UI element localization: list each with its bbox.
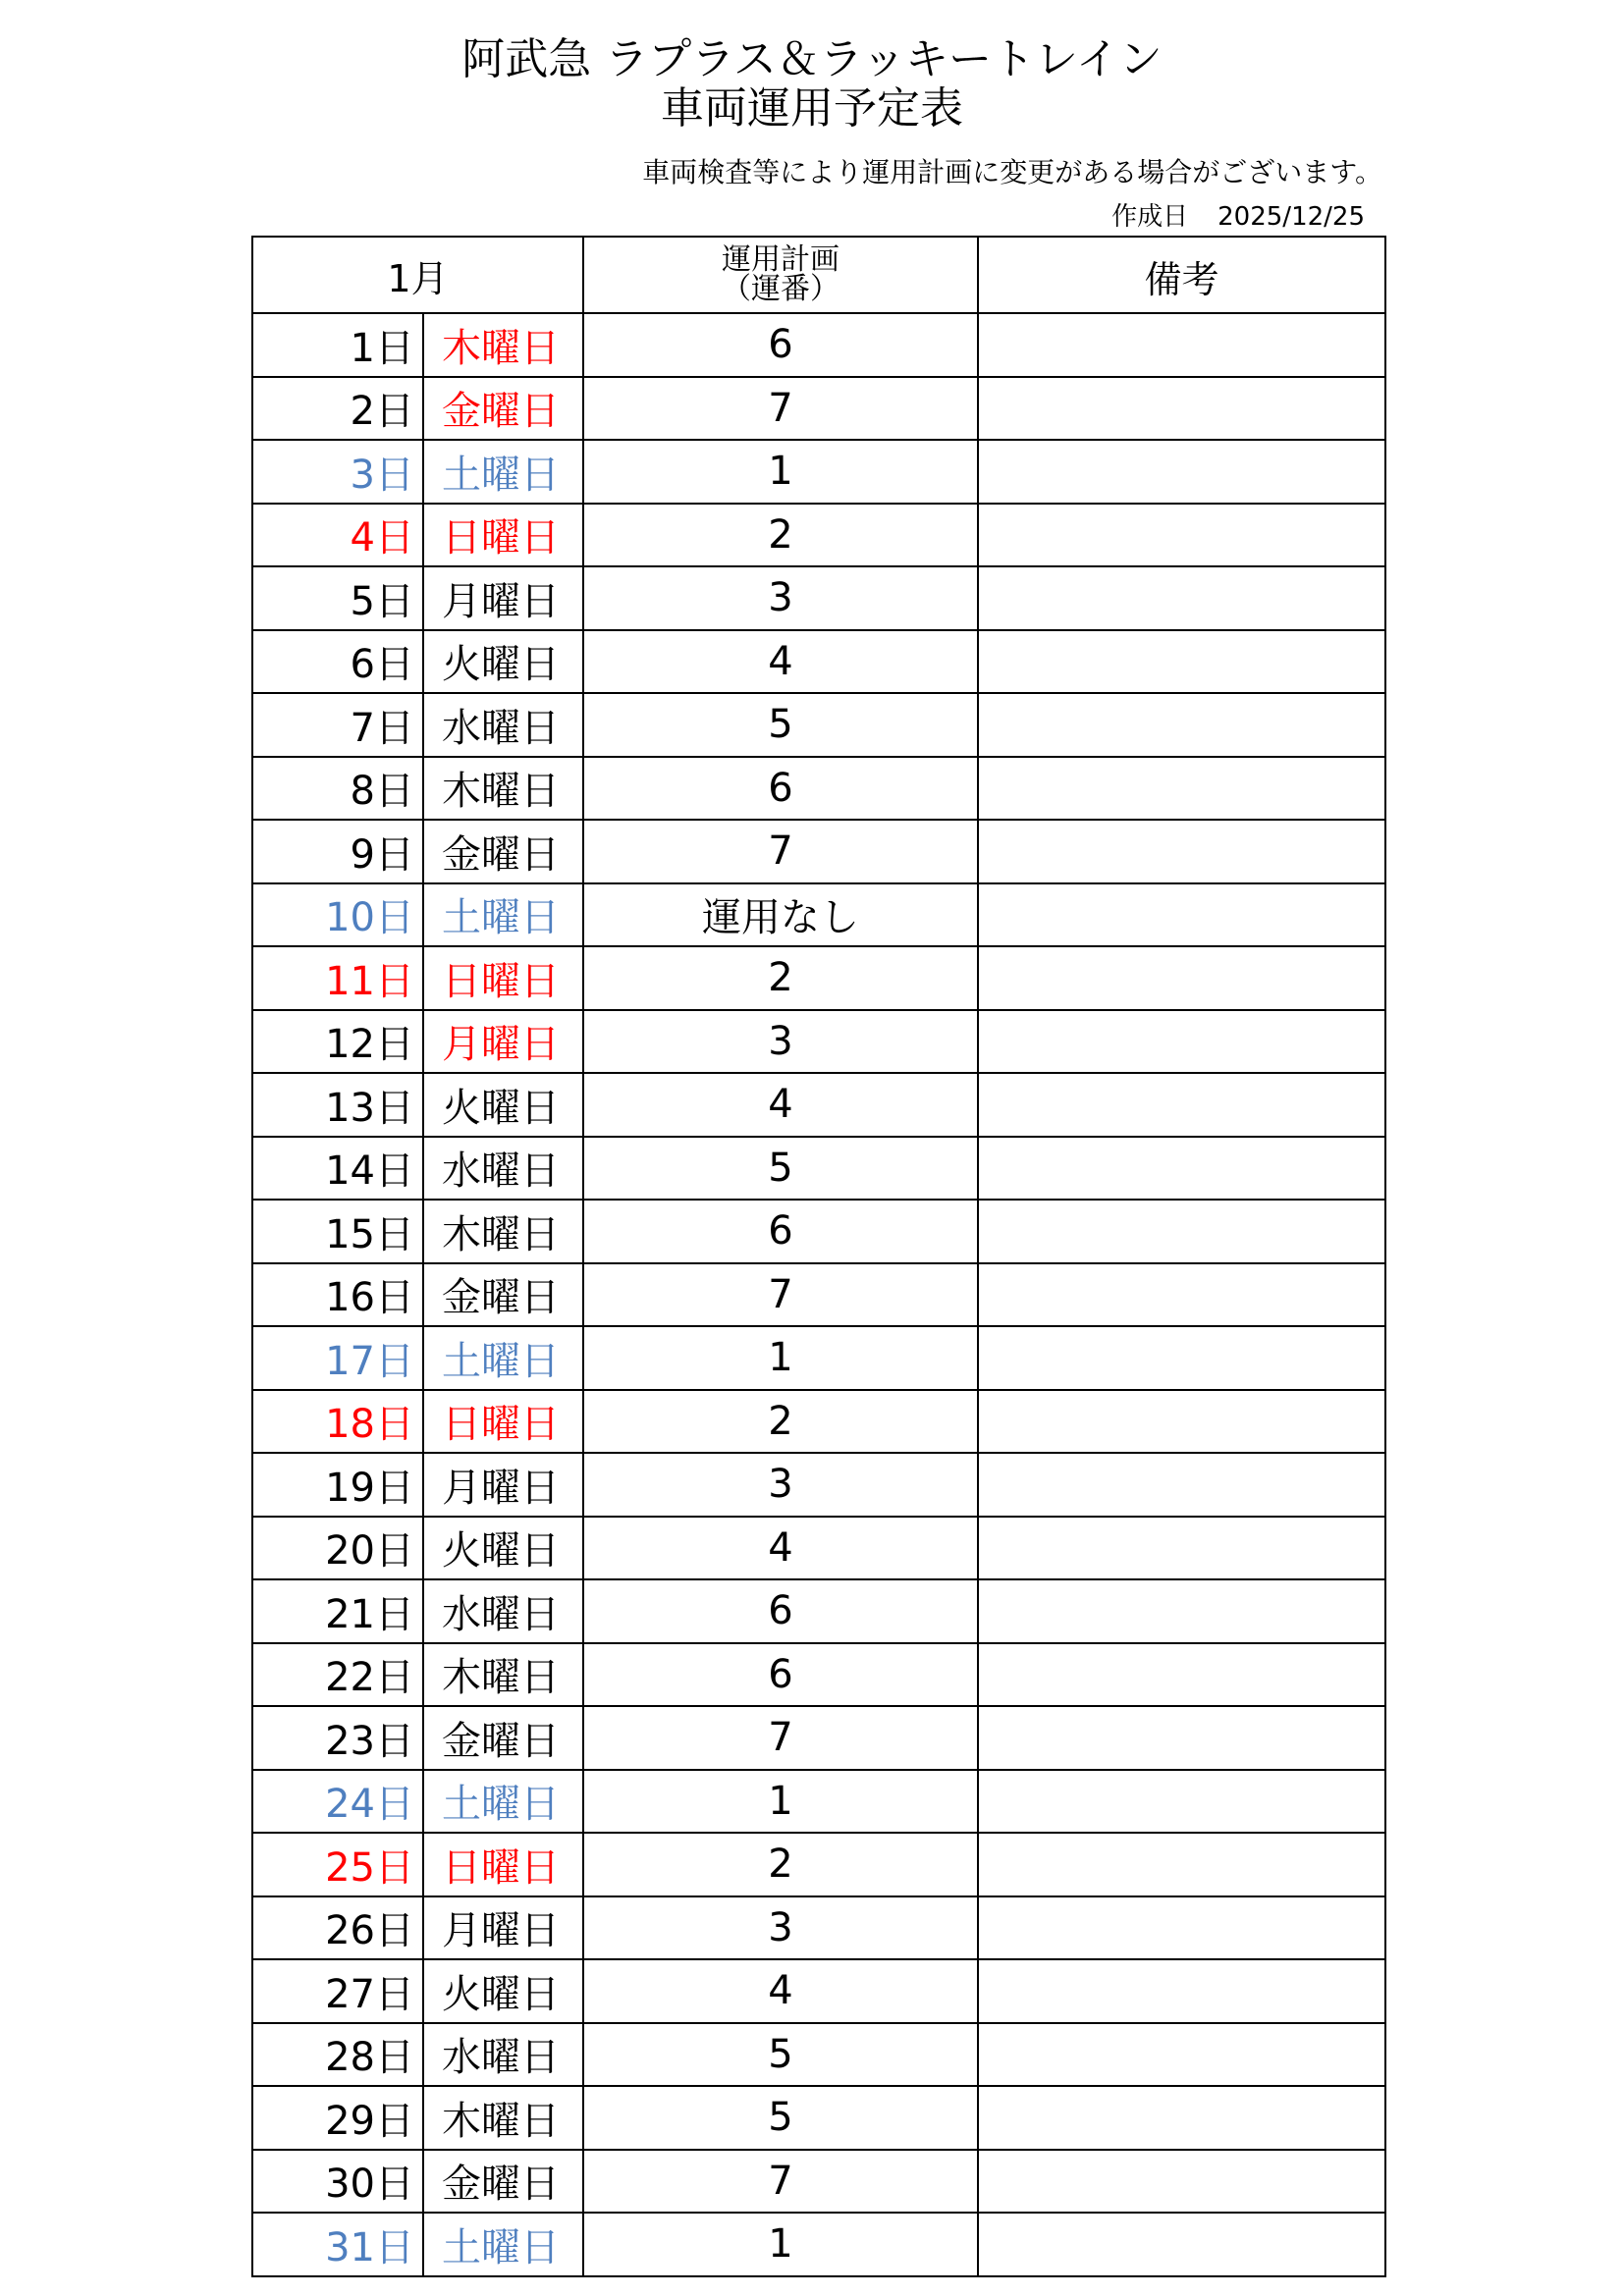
- weekday-cell: 火曜日: [423, 630, 583, 694]
- created-label: 作成日: [1111, 202, 1189, 232]
- plan-cell: 6: [583, 757, 978, 821]
- plan-header: [583, 237, 978, 313]
- weekday-cell: 木曜日: [423, 757, 583, 821]
- table-row: [252, 1326, 1385, 1390]
- page-subtitle: 車両運用予定表: [661, 83, 963, 133]
- plan-cell: 4: [583, 1073, 978, 1137]
- day-cell: 28日: [252, 2023, 423, 2087]
- plan-cell: 4: [583, 1517, 978, 1580]
- remarks-cell: [978, 1390, 1385, 1454]
- day-cell: 19日: [252, 1453, 423, 1517]
- remarks-cell: [978, 1453, 1385, 1517]
- weekday-cell: 水曜日: [423, 2023, 583, 2087]
- table-header-row: [252, 237, 1385, 313]
- table-row: [252, 504, 1385, 567]
- plan-cell: 1: [583, 440, 978, 504]
- weekday-cell: 金曜日: [423, 377, 583, 441]
- day-cell: 29日: [252, 2086, 423, 2150]
- table-row: [252, 2023, 1385, 2087]
- plan-cell: 4: [583, 1959, 978, 2023]
- table-row: [252, 1453, 1385, 1517]
- weekday-cell: 火曜日: [423, 1073, 583, 1137]
- remarks-cell: [978, 2086, 1385, 2150]
- plan-cell: 5: [583, 2086, 978, 2150]
- weekday-cell: 火曜日: [423, 1517, 583, 1580]
- plan-cell: 4: [583, 630, 978, 694]
- plan-cell: 2: [583, 1390, 978, 1454]
- weekday-cell: 金曜日: [423, 1263, 583, 1327]
- remarks-cell: [978, 1833, 1385, 1896]
- plan-cell: 5: [583, 2023, 978, 2087]
- created-date: 2025/12/25: [1218, 202, 1365, 232]
- plan-cell: 2: [583, 946, 978, 1010]
- plan-cell: 2: [583, 504, 978, 567]
- day-cell: 3日: [252, 440, 423, 504]
- month-header: 1月: [252, 237, 583, 313]
- day-cell: 15日: [252, 1200, 423, 1263]
- day-cell: 30日: [252, 2150, 423, 2214]
- plan-cell: 3: [583, 1010, 978, 1074]
- weekday-cell: 水曜日: [423, 1137, 583, 1201]
- day-cell: 20日: [252, 1517, 423, 1580]
- weekday-cell: 木曜日: [423, 2086, 583, 2150]
- plan-cell: 3: [583, 1896, 978, 1960]
- weekday-cell: 木曜日: [423, 1200, 583, 1263]
- table-row: [252, 1263, 1385, 1327]
- weekday-cell: 月曜日: [423, 1453, 583, 1517]
- remarks-cell: [978, 1326, 1385, 1390]
- table-row: [252, 820, 1385, 883]
- remarks-cell: [978, 2150, 1385, 2214]
- weekday-cell: 木曜日: [423, 1643, 583, 1707]
- weekday-cell: 土曜日: [423, 883, 583, 947]
- day-cell: 10日: [252, 883, 423, 947]
- remarks-cell: [978, 1896, 1385, 1960]
- table-row: [252, 1706, 1385, 1770]
- weekday-cell: 月曜日: [423, 566, 583, 630]
- day-cell: 17日: [252, 1326, 423, 1390]
- table-row: [252, 1010, 1385, 1074]
- schedule-table: [251, 236, 1386, 2277]
- weekday-cell: 日曜日: [423, 504, 583, 567]
- remarks-cell: [978, 946, 1385, 1010]
- plan-cell: 7: [583, 1263, 978, 1327]
- weekday-cell: 火曜日: [423, 1959, 583, 2023]
- day-cell: 4日: [252, 504, 423, 567]
- weekday-cell: 土曜日: [423, 1770, 583, 1834]
- weekday-cell: 土曜日: [423, 2213, 583, 2276]
- table-row: [252, 1959, 1385, 2023]
- remarks-cell: [978, 1770, 1385, 1834]
- table-row: [252, 757, 1385, 821]
- remarks-cell: [978, 440, 1385, 504]
- plan-cell: 5: [583, 693, 978, 757]
- day-cell: 21日: [252, 1579, 423, 1643]
- day-cell: 2日: [252, 377, 423, 441]
- remarks-cell: [978, 1517, 1385, 1580]
- schedule-rows: [252, 313, 1385, 2276]
- day-cell: 9日: [252, 820, 423, 883]
- weekday-cell: 月曜日: [423, 1896, 583, 1960]
- remarks-cell: [978, 1643, 1385, 1707]
- remarks-cell: [978, 1137, 1385, 1201]
- day-cell: 6日: [252, 630, 423, 694]
- table-row: [252, 1517, 1385, 1580]
- remarks-cell: [978, 1073, 1385, 1137]
- day-cell: 24日: [252, 1770, 423, 1834]
- table-row: [252, 1073, 1385, 1137]
- created-date-line: [1111, 200, 1365, 234]
- day-cell: 31日: [252, 2213, 423, 2276]
- day-cell: 18日: [252, 1390, 423, 1454]
- plan-cell: 6: [583, 1643, 978, 1707]
- day-cell: 22日: [252, 1643, 423, 1707]
- table-row: [252, 1200, 1385, 1263]
- weekday-cell: 金曜日: [423, 2150, 583, 2214]
- remarks-cell: [978, 1706, 1385, 1770]
- plan-header-line1: 運用計画: [722, 242, 839, 277]
- plan-cell: 7: [583, 2150, 978, 2214]
- weekday-cell: 日曜日: [423, 1833, 583, 1896]
- day-cell: 25日: [252, 1833, 423, 1896]
- weekday-cell: 土曜日: [423, 1326, 583, 1390]
- plan-cell: 6: [583, 313, 978, 377]
- plan-cell: 運用なし: [583, 883, 978, 947]
- day-cell: 8日: [252, 757, 423, 821]
- plan-cell: 1: [583, 2213, 978, 2276]
- table-row: [252, 313, 1385, 377]
- table-row: [252, 883, 1385, 947]
- remarks-cell: [978, 566, 1385, 630]
- page-title: 阿武急 ラプラス＆ラッキートレイン: [461, 34, 1163, 84]
- table-row: [252, 1579, 1385, 1643]
- weekday-cell: 水曜日: [423, 693, 583, 757]
- weekday-cell: 日曜日: [423, 1390, 583, 1454]
- remarks-cell: [978, 1579, 1385, 1643]
- table-row: [252, 2086, 1385, 2150]
- table-row: [252, 2213, 1385, 2276]
- table-row: [252, 1390, 1385, 1454]
- table-row: [252, 1833, 1385, 1896]
- plan-cell: 6: [583, 1579, 978, 1643]
- remarks-cell: [978, 1959, 1385, 2023]
- plan-cell: 7: [583, 820, 978, 883]
- day-cell: 1日: [252, 313, 423, 377]
- plan-cell: 2: [583, 1833, 978, 1896]
- plan-cell: 7: [583, 377, 978, 441]
- remarks-cell: [978, 2213, 1385, 2276]
- notice-text: 車両検査等により運用計画に変更がある場合がございます。: [642, 156, 1382, 188]
- plan-header-line2: （運番）: [722, 272, 839, 306]
- day-cell: 14日: [252, 1137, 423, 1201]
- table-row: [252, 440, 1385, 504]
- plan-cell: 1: [583, 1326, 978, 1390]
- weekday-cell: 月曜日: [423, 1010, 583, 1074]
- day-cell: 26日: [252, 1896, 423, 1960]
- table-row: [252, 946, 1385, 1010]
- table-row: [252, 1137, 1385, 1201]
- remarks-cell: [978, 630, 1385, 694]
- plan-cell: 7: [583, 1706, 978, 1770]
- remarks-cell: [978, 1200, 1385, 1263]
- table-row: [252, 693, 1385, 757]
- remarks-cell: [978, 883, 1385, 947]
- plan-cell: 6: [583, 1200, 978, 1263]
- table-row: [252, 377, 1385, 441]
- remarks-cell: [978, 1010, 1385, 1074]
- day-cell: 11日: [252, 946, 423, 1010]
- remarks-cell: [978, 820, 1385, 883]
- table-row: [252, 1643, 1385, 1707]
- remarks-cell: [978, 504, 1385, 567]
- day-cell: 12日: [252, 1010, 423, 1074]
- day-cell: 13日: [252, 1073, 423, 1137]
- weekday-cell: 金曜日: [423, 820, 583, 883]
- day-cell: 23日: [252, 1706, 423, 1770]
- remarks-cell: [978, 377, 1385, 441]
- remarks-header: 備考: [978, 237, 1385, 313]
- plan-cell: 1: [583, 1770, 978, 1834]
- plan-cell: 3: [583, 566, 978, 630]
- weekday-cell: 金曜日: [423, 1706, 583, 1770]
- day-cell: 5日: [252, 566, 423, 630]
- table-row: [252, 1896, 1385, 1960]
- remarks-cell: [978, 1263, 1385, 1327]
- remarks-cell: [978, 2023, 1385, 2087]
- table-row: [252, 630, 1385, 694]
- day-cell: 27日: [252, 1959, 423, 2023]
- weekday-cell: 土曜日: [423, 440, 583, 504]
- day-cell: 7日: [252, 693, 423, 757]
- remarks-cell: [978, 757, 1385, 821]
- weekday-cell: 木曜日: [423, 313, 583, 377]
- weekday-cell: 水曜日: [423, 1579, 583, 1643]
- remarks-cell: [978, 313, 1385, 377]
- plan-cell: 5: [583, 1137, 978, 1201]
- weekday-cell: 日曜日: [423, 946, 583, 1010]
- table-row: [252, 1770, 1385, 1834]
- plan-cell: 3: [583, 1453, 978, 1517]
- remarks-cell: [978, 693, 1385, 757]
- table-row: [252, 2150, 1385, 2214]
- table-row: [252, 566, 1385, 630]
- day-cell: 16日: [252, 1263, 423, 1327]
